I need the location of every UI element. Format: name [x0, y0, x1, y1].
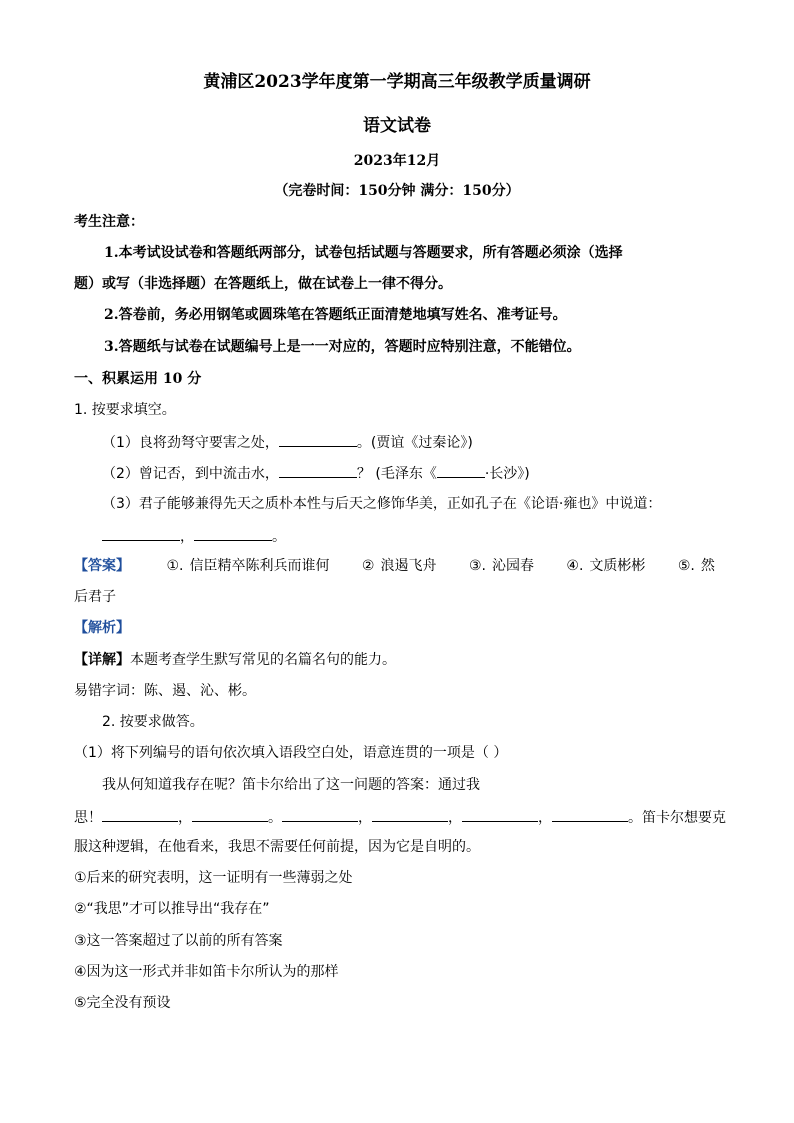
- section-heading: 一、积累运用 10 分: [74, 371, 202, 387]
- passage-line-3: 服这种逻辑，在他看来，我思不需要任何前提，因为它是自明的。: [74, 839, 480, 855]
- answer-blank[interactable]: [194, 525, 272, 541]
- detail-label: 【详解】: [74, 652, 130, 668]
- question-1-stem: 1. 按要求填空。: [74, 402, 176, 418]
- option-item: ③这一答案超过了以前的所有答案: [74, 933, 283, 949]
- passage-end: 。笛卡尔想要克: [628, 810, 726, 826]
- answer-blank[interactable]: [552, 806, 628, 822]
- answer-line: [74, 556, 715, 576]
- answer-blank[interactable]: [192, 806, 268, 822]
- answer-blank[interactable]: [282, 806, 358, 822]
- option-item: ④因为这一形式并非如笛卡尔所认为的那样: [74, 964, 339, 980]
- notice-item-1b: 题）或写（非选择题）在答题纸上，做在试卷上一律不得分。: [74, 276, 452, 292]
- answer-item: ② 浪遏飞舟: [361, 558, 437, 574]
- analysis-label: 【解析】: [74, 620, 130, 636]
- answer-item: ④. 文质彬彬: [566, 558, 646, 574]
- notice-heading: 考生注意：: [74, 214, 144, 230]
- analysis-detail: [74, 650, 396, 670]
- notice-item-1a: 1.本考试设试卷和答题纸两部分，试卷包括试题与答题要求，所有答题必须涂（选择: [104, 245, 623, 261]
- answer-item: ⑤. 然: [677, 558, 715, 574]
- exam-date: 2023年12月: [353, 153, 441, 169]
- answer-blank[interactable]: [437, 462, 485, 478]
- question-2-sub1: （1）将下列编号的语句依次填入语段空白处，语意连贯的一项是（ ）: [74, 745, 508, 761]
- answer-continuation: 后君子: [74, 589, 116, 605]
- question-1-sub3-blanks: [102, 525, 286, 547]
- question-2-stem: 2. 按要求做答。: [102, 714, 204, 730]
- blank-separator: ，: [180, 529, 194, 545]
- exam-time-info: （完卷时间：150分钟 满分：150分）: [274, 183, 520, 199]
- exam-subtitle: 语文试卷: [363, 116, 431, 136]
- answer-blank[interactable]: [102, 806, 178, 822]
- sub2-source-open: ？ (毛泽东《: [356, 466, 437, 482]
- answer-item: ③. 沁园春: [468, 558, 534, 574]
- option-item: ⑤完全没有预设: [74, 995, 171, 1011]
- notice-item-2: 2.答卷前，务必用钢笔或圆珠笔在答题纸正面清楚地填写姓名、准考证号。: [104, 307, 567, 323]
- passage-start: 思！: [74, 810, 102, 826]
- detail-text: 本题考查学生默写常见的名篇名句的能力。: [130, 652, 396, 668]
- blank-end: 。: [272, 529, 286, 545]
- passage-line-1: 我从何知道我存在呢？笛卡尔给出了这一问题的答案：通过我: [102, 777, 480, 793]
- sub2-source-close: ·长沙》): [484, 466, 530, 482]
- answer-blank[interactable]: [462, 806, 538, 822]
- answer-label: 【答案】: [74, 558, 130, 574]
- answer-blank[interactable]: [279, 462, 357, 478]
- answer-item: ①. 信臣精卒陈利兵而谁何: [166, 558, 330, 574]
- answer-blank[interactable]: [372, 806, 448, 822]
- option-item: ①后来的研究表明，这一证明有一些薄弱之处: [74, 870, 353, 886]
- sub1-text: （1）良将劲弩守要害之处，: [102, 435, 279, 451]
- passage-line-2: 思！ ， 。 ， ， ， 。笛卡尔想要克: [74, 806, 726, 828]
- question-1-sub3: （3）君子能够兼得先天之质朴本性与后天之修饰华美，正如孔子在《论语·雍也》中说道：: [102, 496, 662, 512]
- typo-note: 易错字词：陈、遏、沁、彬。: [74, 683, 256, 699]
- question-1-sub2: [102, 462, 530, 484]
- answer-blank[interactable]: [279, 431, 357, 447]
- exam-title: 黄浦区2023学年度第一学期高三年级教学质量调研: [203, 72, 591, 92]
- sub1-source: 。(贾谊《过秦论》): [356, 435, 473, 451]
- notice-item-3: 3.答题纸与试卷在试题编号上是一一对应的，答题时应特别注意，不能错位。: [104, 339, 581, 355]
- option-item: ②“我思”才可以推导出“我存在”: [74, 901, 270, 917]
- answer-blank[interactable]: [102, 525, 180, 541]
- sub2-text: （2）曾记否，到中流击水，: [102, 466, 279, 482]
- question-1-sub1: [102, 431, 473, 453]
